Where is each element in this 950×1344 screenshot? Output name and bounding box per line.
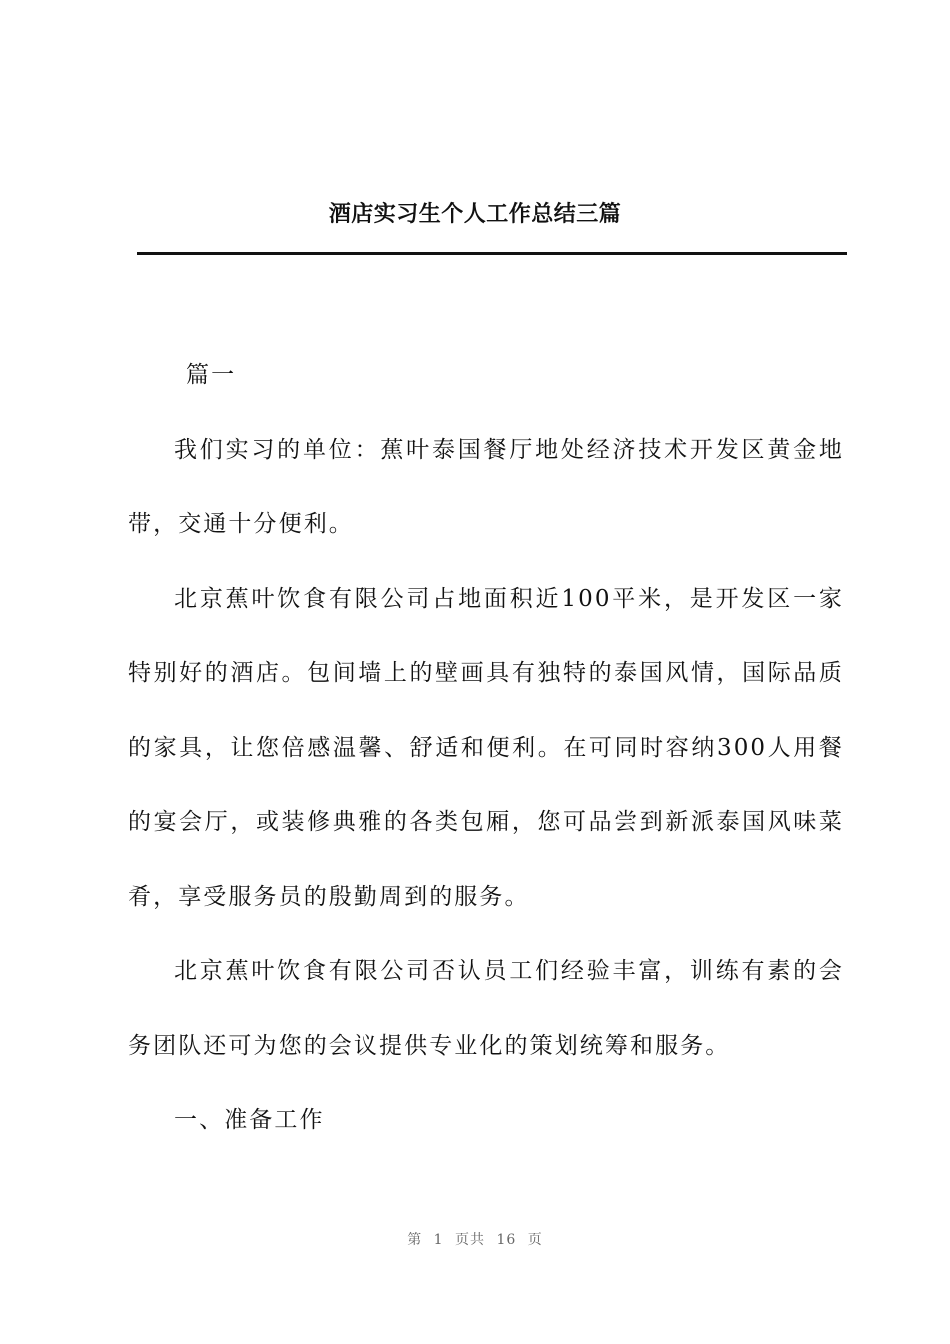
page-number-footer: 第 1 页共 16 页 <box>407 1232 543 1248</box>
document-title: 酒店实习生个人工作总结三篇 <box>328 201 622 227</box>
section-heading-part-one: 篇一 <box>186 362 237 388</box>
section-heading-preparation: 一、准备工作 <box>174 1107 325 1133</box>
paragraph-internship-unit: 我们实习的单位：蕉叶泰国餐厅地处经济技术开发区黄金地带，交通十分便利。 <box>128 436 844 537</box>
title-underline <box>137 252 847 255</box>
paragraph-staff-team: 北京蕉叶饮食有限公司否认员工们经验丰富，训练有素的会务团队还可为您的会议提供专业化的策划统筹和服务。 <box>128 958 844 1059</box>
document-body <box>128 338 844 1158</box>
paragraph-company-intro: 北京蕉叶饮食有限公司占地面积近100平米，是开发区一家特别好的酒店。包间墙上的壁画具有独特的泰国风情，国际品质的家具，让您倍感温馨、舒适和便利。在可同时容纳300人用餐的宴会厅，或装修典雅的各类包厢，您可品尝到新派泰国风味菜肴，享受服务员的殷勤周到的服务。 <box>128 585 844 910</box>
